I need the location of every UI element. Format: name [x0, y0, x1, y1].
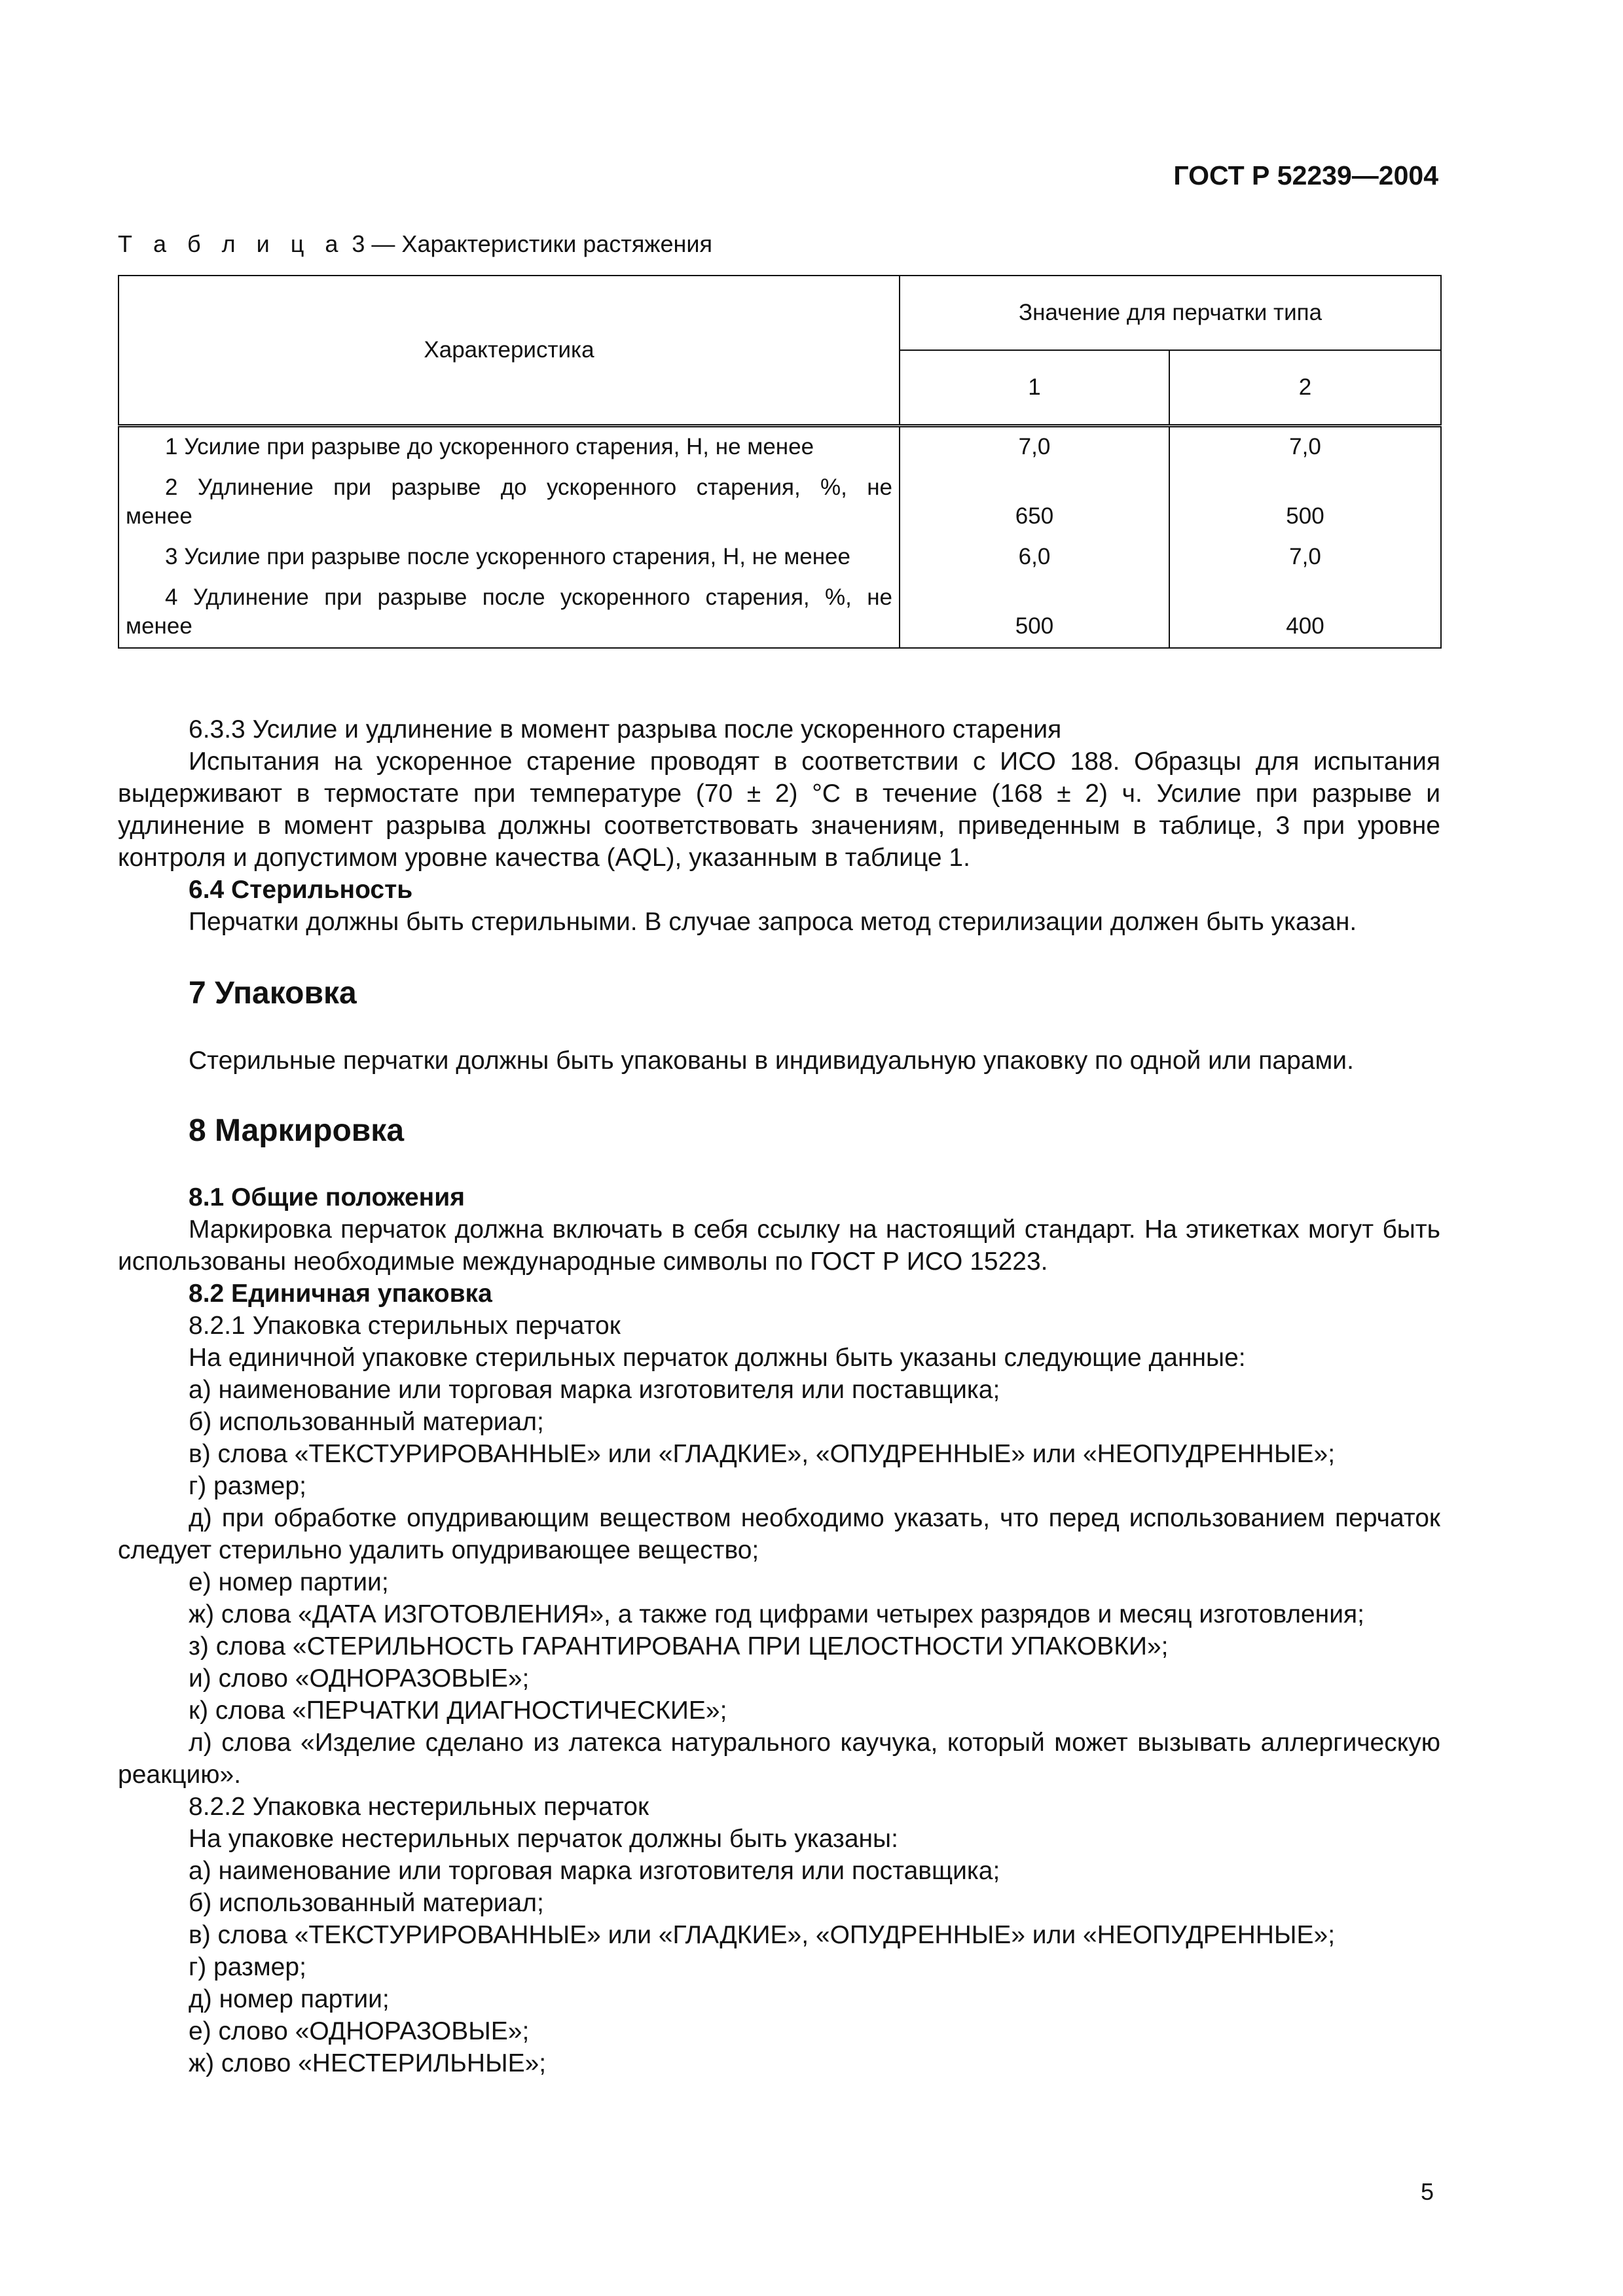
list-item: б) использованный материал; — [189, 1408, 544, 1436]
section-8-heading: 8 Маркировка — [189, 1113, 405, 1148]
section-8-2-title: 8.2 Единичная упаковка — [189, 1280, 492, 1308]
list-item: а) наименование или торговая марка изготовителя или поставщика; — [189, 1857, 1000, 1885]
page-number: 5 — [1421, 2178, 1434, 2205]
table-row — [119, 468, 1441, 537]
list-item: л) слова «Изделие сделано из латекса натурального каучука, который может вызывать аллергическую реакцию». — [118, 1729, 1440, 1789]
header-type-1: 1 — [900, 350, 1169, 426]
section-7-heading: 7 Упаковка — [189, 976, 357, 1011]
table-row — [119, 426, 1441, 469]
row-label: 3 Усилие при разрыве после ускоренного старения, Н, не менее — [119, 537, 900, 578]
row-label: 1 Усилие при разрыве до ускоренного старения, Н, не менее — [119, 426, 900, 469]
section-8-2-1-title: 8.2.1 Упаковка стерильных перчаток — [189, 1312, 621, 1340]
list-item: в) слова «ТЕКСТУРИРОВАННЫЕ» или «ГЛАДКИЕ», «ОПУДРЕННЫЕ» или «НЕОПУДРЕННЫЕ»; — [189, 1921, 1336, 1949]
section-6-4-title: 6.4 Стерильность — [189, 876, 413, 904]
section-6-3-3-title: 6.3.3 Усилие и удлинение в момент разрыва после ускоренного старения — [189, 715, 1062, 744]
list-item: г) размер; — [189, 1953, 306, 1981]
table-caption-title: 3 — Характеристики растяжения — [345, 230, 712, 257]
list-item: в) слова «ТЕКСТУРИРОВАННЫЕ» или «ГЛАДКИЕ», «ОПУДРЕННЫЕ» или «НЕОПУДРЕННЫЕ»; — [189, 1440, 1336, 1468]
list-item: а) наименование или торговая марка изготовителя или поставщика; — [189, 1376, 1000, 1404]
list-item: ж) слова «ДАТА ИЗГОТОВЛЕНИЯ», а также год цифрами четырех разрядов и месяц изготовления; — [189, 1600, 1364, 1628]
row-value-type-1: 7,0 — [900, 426, 1169, 469]
list-item: е) номер партии; — [189, 1568, 389, 1596]
row-value-type-1: 650 — [900, 468, 1169, 537]
list-item: е) слово «ОДНОРАЗОВЫЕ»; — [189, 2017, 530, 2045]
section-8-2-1-intro: На единичной упаковке стерильных перчаток должны быть указаны следующие данные: — [189, 1344, 1246, 1372]
table-row — [119, 537, 1441, 578]
list-item: б) использованный материал; — [189, 1889, 544, 1917]
list-item: к) слова «ПЕРЧАТКИ ДИАГНОСТИЧЕСКИЕ»; — [189, 1696, 727, 1725]
section-7-paragraph: Стерильные перчатки должны быть упакованы в индивидуальную упаковку по одной или парами. — [189, 1047, 1354, 1075]
document-header: ГОСТ Р 52239—2004 — [1173, 160, 1438, 190]
list-item: и) слово «ОДНОРАЗОВЫЕ»; — [189, 1664, 530, 1693]
row-value-type-1: 6,0 — [900, 537, 1169, 578]
row-value-type-2: 500 — [1169, 468, 1441, 537]
section-8-1-title: 8.1 Общие положения — [189, 1183, 465, 1211]
row-value-type-2: 7,0 — [1169, 426, 1441, 469]
tensile-characteristics-table — [118, 275, 1442, 649]
header-value-group: Значение для перчатки типа — [900, 276, 1441, 350]
row-value-type-2: 400 — [1169, 578, 1441, 648]
row-label: 4 Удлинение при разрыве после ускоренного старения, %, не менее — [119, 578, 900, 648]
list-item: д) при обработке опудривающим веществом необходимо указать, что перед использованием перчаток следует стерильно удалить опудривающее вещество; — [118, 1504, 1440, 1564]
row-label: 2 Удлинение при разрыве до ускоренного старения, %, не менее — [119, 468, 900, 537]
list-item: г) размер; — [189, 1472, 306, 1500]
section-8-1-paragraph: Маркировка перчаток должна включать в себя ссылку на настоящий стандарт. На этикетках могут быть использованы необходимые международные символы по ГОСТ Р ИСО 15223. — [118, 1215, 1440, 1276]
table-caption — [118, 230, 712, 258]
header-characteristic: Характеристика — [119, 276, 900, 426]
section-8-2-2-title: 8.2.2 Упаковка нестерильных перчаток — [189, 1793, 649, 1821]
header-type-2: 2 — [1169, 350, 1441, 426]
list-item: д) номер партии; — [189, 1985, 390, 2013]
section-8-2-2-intro: На упаковке нестерильных перчаток должны быть указаны: — [189, 1825, 898, 1853]
section-6-4-paragraph: Перчатки должны быть стерильными. В случае запроса метод стерилизации должен быть указан. — [189, 908, 1357, 936]
table-caption-prefix: Т а б л и ц а — [118, 230, 346, 257]
row-value-type-1: 500 — [900, 578, 1169, 648]
row-value-type-2: 7,0 — [1169, 537, 1441, 578]
list-item: з) слова «СТЕРИЛЬНОСТЬ ГАРАНТИРОВАНА ПРИ ЦЕЛОСТНОСТИ УПАКОВКИ»; — [189, 1632, 1169, 1660]
section-6-3-3-paragraph: Испытания на ускоренное старение проводят в соответствии с ИСО 188. Образцы для испытания выдерживают в термостате при температуре (70 ± 2) °С в течение (168 ± 2) ч. Усилие при разрыве и удлинение в момент разрыва должны соответствовать значениям, приведенным в таблице, 3 при уровне контроля и допустимом уровне качества (AQL), указанным в таблице 1. — [118, 747, 1440, 872]
list-item: ж) слово «НЕСТЕРИЛЬНЫЕ»; — [189, 2049, 547, 2077]
table-row — [119, 578, 1441, 648]
